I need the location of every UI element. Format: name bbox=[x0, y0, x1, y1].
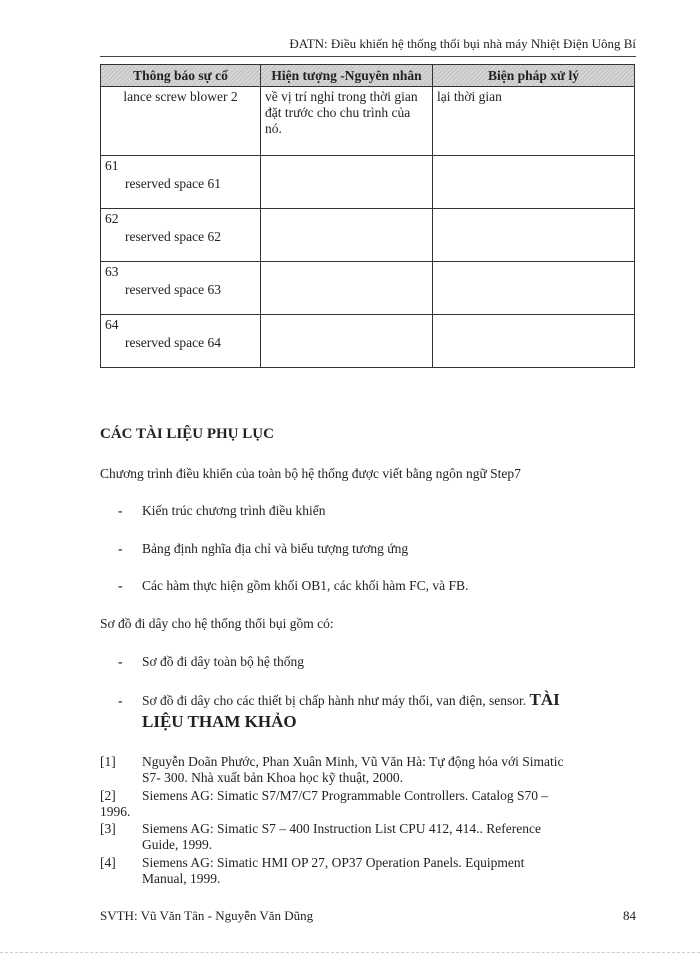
bullet-dash: - bbox=[118, 693, 123, 708]
col-header-message: Thông báo sự cố bbox=[101, 65, 261, 87]
list-item-text: Sơ đồ đi dây cho các thiết bị chấp hành như máy thổi, van điện, sensor. bbox=[142, 693, 527, 708]
table-cell bbox=[433, 262, 635, 315]
bullet-dash: - bbox=[118, 654, 123, 669]
page-number: 84 bbox=[623, 908, 636, 923]
list-item bbox=[118, 654, 638, 670]
table-row bbox=[101, 87, 635, 156]
table-cell bbox=[101, 87, 261, 156]
table-cell bbox=[433, 209, 635, 262]
appendix-intro: Chương trình điều khiển của toàn bộ hệ thống được viết bằng ngôn ngữ Step7 bbox=[100, 466, 521, 481]
list-item-text: Các hàm thực hiện gồm khối OB1, các khối hàm FC, và FB. bbox=[142, 578, 469, 593]
list-item-text: Kiến trúc chương trình điều khiển bbox=[142, 503, 326, 518]
table-cell bbox=[433, 315, 635, 368]
table-cell bbox=[261, 156, 433, 209]
list-item-text: Sơ đồ đi dây toàn bộ hệ thống bbox=[142, 654, 304, 669]
reference-index: [3] bbox=[100, 821, 116, 836]
col-header-remedy: Biện pháp xử lý bbox=[433, 65, 635, 87]
col-header-cause: Hiện tượng -Nguyên nhân bbox=[261, 65, 433, 87]
table-cell bbox=[101, 209, 261, 262]
table-cell bbox=[261, 262, 433, 315]
bullet-dash: - bbox=[118, 503, 123, 518]
table-row bbox=[101, 262, 635, 315]
row-number: 62 bbox=[105, 211, 119, 226]
message-text: lance screw blower 2 bbox=[123, 89, 238, 104]
table-cell bbox=[433, 156, 635, 209]
table-cell bbox=[101, 156, 261, 209]
reference-line: Siemens AG: Simatic S7 – 400 Instruction List CPU 412, 414.. Reference bbox=[142, 821, 541, 836]
list-item bbox=[118, 541, 638, 557]
bullet-dash: - bbox=[118, 578, 123, 593]
row-label: reserved space 63 bbox=[125, 282, 221, 297]
row-label: reserved space 64 bbox=[125, 335, 221, 350]
reference-item bbox=[100, 788, 620, 820]
incident-table bbox=[100, 64, 635, 368]
reference-item bbox=[100, 855, 620, 887]
page-header: ĐATN: Điều khiển hệ thống thổi bụi nhà máy Nhiệt Điện Uông Bí bbox=[100, 36, 636, 57]
table-row bbox=[101, 209, 635, 262]
row-number: 63 bbox=[105, 264, 119, 279]
reference-index: [1] bbox=[100, 754, 116, 769]
reference-line: Siemens AG: Simatic HMI OP 27, OP37 Operation Panels. Equipment bbox=[142, 855, 525, 870]
row-number: 64 bbox=[105, 317, 119, 332]
table-row bbox=[101, 315, 635, 368]
reference-index: [2] bbox=[100, 788, 116, 803]
reference-line: Guide, 1999. bbox=[142, 837, 213, 852]
table-cell bbox=[261, 315, 433, 368]
appendix-title: CÁC TÀI LIỆU PHỤ LỤC bbox=[100, 426, 274, 442]
reference-line: Siemens AG: Simatic S7/M7/C7 Programmable Controllers. Catalog S70 – bbox=[142, 788, 549, 803]
reference-item bbox=[100, 754, 620, 786]
list-item bbox=[118, 690, 638, 710]
list-item bbox=[118, 503, 638, 519]
table-cell bbox=[101, 262, 261, 315]
table-header-row bbox=[101, 65, 635, 87]
footer-authors: SVTH: Vũ Văn Tân - Nguyễn Văn Dũng bbox=[100, 908, 314, 923]
references-title-part1: TÀI bbox=[529, 690, 560, 709]
page-break-divider bbox=[0, 952, 700, 953]
reference-line: 1996. bbox=[100, 804, 131, 819]
bullet-dash: - bbox=[118, 541, 123, 556]
table-cell bbox=[261, 209, 433, 262]
row-number: 61 bbox=[105, 158, 119, 173]
page-footer bbox=[100, 904, 636, 924]
row-label: reserved space 61 bbox=[125, 176, 221, 191]
table-cell: lại thời gian bbox=[433, 87, 635, 156]
references-title-part2: LIỆU THAM KHẢO bbox=[142, 712, 297, 731]
reference-line: Nguyễn Doãn Phước, Phan Xuân Minh, Vũ Văn Hà: Tự động hóa với Simatic bbox=[142, 754, 564, 769]
wiring-intro: Sơ đồ đi dây cho hệ thống thổi bụi gồm có: bbox=[100, 616, 334, 631]
table-cell: về vị trí nghỉ trong thời gian đặt trước cho chu trình của nó. bbox=[261, 87, 433, 156]
table-cell bbox=[101, 315, 261, 368]
list-item-text: Bảng định nghĩa địa chỉ và biểu tượng tương ứng bbox=[142, 541, 409, 556]
list-item bbox=[118, 578, 638, 594]
reference-item bbox=[100, 821, 620, 853]
reference-line: S7- 300. Nhà xuất bản Khoa học kỹ thuật, 2000. bbox=[142, 770, 403, 785]
reference-line: Manual, 1999. bbox=[142, 871, 221, 886]
table-row bbox=[101, 156, 635, 209]
row-label: reserved space 62 bbox=[125, 229, 221, 244]
reference-index: [4] bbox=[100, 855, 116, 870]
